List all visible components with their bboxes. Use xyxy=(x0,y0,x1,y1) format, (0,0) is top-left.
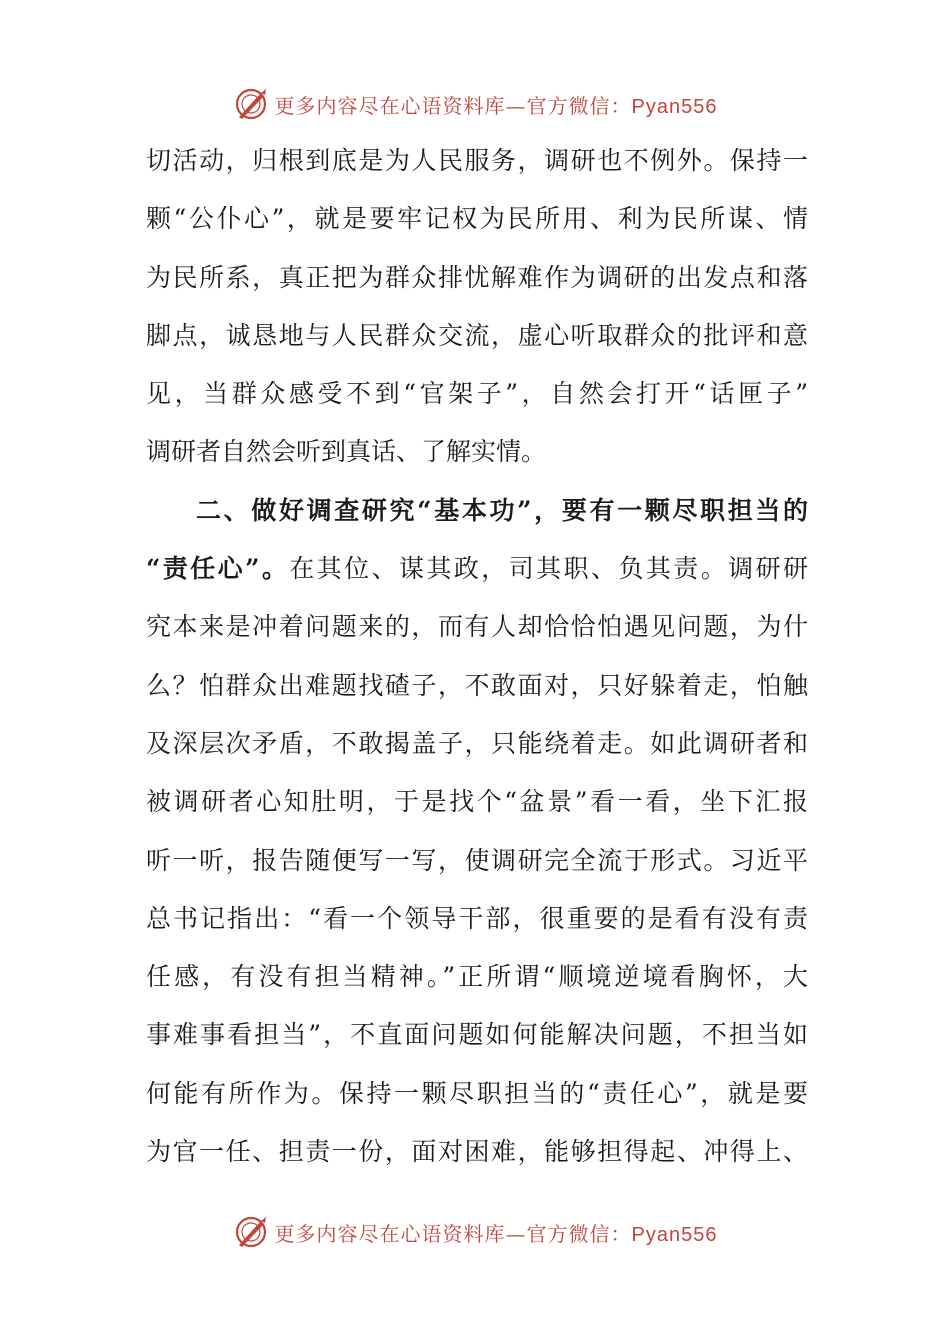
body-line: 究本来是冲着问题来的，而有人却恰恰怕遇见问题，为什 xyxy=(146,612,808,642)
header-banner-text: 更多内容尽在心语资料库—官方微信：Pyan556 xyxy=(274,93,718,118)
quill-seal-icon xyxy=(233,86,269,122)
body-line: 听一听，报告随便写一写，使调研完全流于形式。习近平 xyxy=(146,845,808,875)
page-footer-banner xyxy=(0,1212,950,1252)
document-body xyxy=(146,132,808,1181)
header-wechat-id: Pyan556 xyxy=(631,95,718,118)
body-line: 调研者自然会听到真话、了解实情。 xyxy=(146,437,547,467)
body-line: 事难事看担当”，不直面问题如何能解决问题，不担当如 xyxy=(146,1020,808,1050)
section-heading: 二、做好调查研究“基本功”，要有一颗尽职担当的 xyxy=(196,495,808,525)
body-line: 及深层次矛盾，不敢揭盖子，只能绕着走。如此调研者和 xyxy=(146,728,808,758)
body-line: 切活动，归根到底是为人民服务，调研也不例外。保持一 xyxy=(146,146,808,175)
section-heading-keyword: “责任心”。 xyxy=(146,554,290,584)
body-line: 任感，有没有担当精神。”正所谓“顺境逆境看胸怀，大 xyxy=(146,962,808,992)
quill-seal-icon xyxy=(233,1214,269,1250)
section-heading-continuation xyxy=(146,540,808,598)
page-header-banner xyxy=(0,84,950,124)
body-line: 总书记指出：“看一个领导干部，很重要的是看有没有责 xyxy=(146,903,808,933)
body-line: 为官一任、担责一份，面对困难，能够担得起、冲得上、 xyxy=(146,1137,808,1167)
body-text: 在其位、谋其政，司其职、负其责。调研研 xyxy=(289,554,808,584)
body-line: 脚点，诚恳地与人民群众交流，虚心听取群众的批评和意 xyxy=(146,320,808,350)
body-line: 被调研者心知肚明，于是找个“盆景”看一看，坐下汇报 xyxy=(146,787,808,817)
body-line: 为民所系，真正把为群众排忧解难作为调研的出发点和落 xyxy=(146,262,808,292)
footer-banner-text: 更多内容尽在心语资料库—官方微信：Pyan556 xyxy=(274,1221,718,1246)
body-line: 颗“公仆心”，就是要牢记权为民所用、利为民所谋、情 xyxy=(146,204,808,234)
body-line: 么？怕群众出难题找碴子，不敢面对，只好躲着走，怕触 xyxy=(146,670,808,700)
footer-wechat-id: Pyan556 xyxy=(631,1223,718,1246)
body-line: 见，当群众感受不到“官架子”，自然会打开“话匣子” xyxy=(146,379,808,409)
body-line: 何能有所作为。保持一颗尽职担当的“责任心”，就是要 xyxy=(146,1078,808,1108)
